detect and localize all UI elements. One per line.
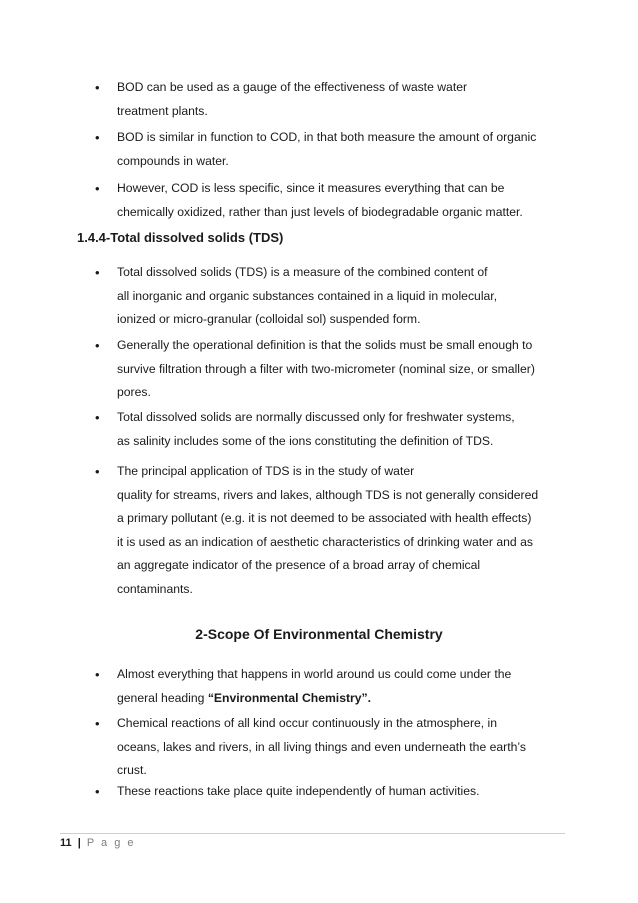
bullet-line: survive filtration through a filter with two-micrometer (nominal size, or smaller): [117, 361, 535, 376]
tds-bullet-list-3: [0, 406, 638, 453]
list-item: [0, 780, 638, 804]
bullet-line: an aggregate indicator of the presence of a broad array of chemical: [117, 558, 481, 572]
emphasis-text: “Environmental Chemistry”.: [207, 690, 372, 705]
bullet-icon: •: [95, 265, 100, 280]
bullet-line: contaminants.: [117, 581, 193, 596]
bullet-line: ionized or micro-granular (colloidal sol) suspended form.: [117, 312, 421, 326]
bullet-line: treatment plants.: [117, 103, 208, 118]
bullet-icon: •: [95, 130, 100, 145]
tds-bullet-list-2: [0, 334, 638, 405]
bullet-line: a primary pollutant (e.g. it is not deemed to be associated with health effects): [117, 511, 532, 525]
list-item: [0, 261, 638, 332]
section-heading-scope-text: 2-Scope Of Environmental Chemistry: [195, 626, 443, 642]
list-item: [0, 406, 638, 453]
footer-divider: [60, 833, 565, 834]
scope-bullet-list-3: [0, 780, 638, 804]
bullet-line: as salinity includes some of the ions constituting the definition of TDS.: [117, 433, 494, 448]
bullet-line: However, COD is less specific, since it measures everything that can be: [117, 181, 505, 195]
bullet-line: BOD is similar in function to COD, in that both measure the amount of organic: [117, 130, 537, 144]
bullet-line: all inorganic and organic substances contained in a liquid in molecular,: [117, 288, 498, 303]
bullet-line: Almost everything that happens in world around us could come under the: [117, 667, 512, 681]
section-heading-tds: 1.4.4-Total dissolved solids (TDS): [77, 230, 284, 245]
bullet-line: These reactions take place quite independently of human activities.: [117, 784, 480, 798]
bullet-line: pores.: [117, 385, 151, 399]
scope-bullet-list-2: [0, 712, 638, 783]
bullet-line: [117, 687, 578, 711]
bullet-line: Total dissolved solids are normally discussed only for freshwater systems,: [117, 410, 515, 424]
bullet-line: quality for streams, rivers and lakes, although TDS is not generally considered: [117, 487, 539, 502]
bod-bullet-list-2: [0, 126, 638, 173]
bullet-icon: •: [95, 716, 100, 731]
bullet-line: Chemical reactions of all kind occur continuously in the atmosphere, in: [117, 716, 498, 730]
list-item: [0, 460, 638, 601]
bullet-line: oceans, lakes and rivers, in all living things and even underneath the earth’s: [117, 739, 526, 754]
bullet-icon: •: [95, 464, 100, 479]
bullet-line: crust.: [117, 763, 147, 777]
scope-bullet-list-1: [0, 663, 638, 710]
bullet-icon: •: [95, 784, 100, 799]
bullet-icon: •: [95, 667, 100, 682]
list-item: [0, 334, 638, 405]
bullet-icon: •: [95, 338, 100, 353]
bullet-line: Total dissolved solids (TDS) is a measure of the combined content of: [117, 265, 488, 279]
bod-bullet-list-3: [0, 177, 638, 224]
bullet-line: Generally the operational definition is that the solids must be small enough to: [117, 338, 533, 352]
tds-bullet-list-4: [0, 460, 638, 601]
bullet-line: The principal application of TDS is in the study of water: [117, 464, 415, 478]
page-label: P a g e: [86, 837, 136, 849]
bullet-icon: •: [95, 181, 100, 196]
list-item: [0, 177, 638, 224]
bullet-line: it is used as an indication of aesthetic characteristics of drinking water and as: [117, 534, 533, 549]
bullet-line-text: general heading: [117, 690, 208, 705]
footer-separator: |: [77, 837, 81, 849]
bullet-line: BOD can be used as a gauge of the effectiveness of waste water: [117, 80, 468, 94]
list-item: [0, 126, 638, 173]
page-footer: [60, 837, 136, 849]
bod-bullet-list-1: [0, 76, 638, 123]
bullet-line: chemically oxidized, rather than just levels of biodegradable organic matter.: [117, 204, 523, 219]
section-heading-scope: [0, 626, 638, 642]
bullet-icon: •: [95, 410, 100, 425]
bullet-icon: •: [95, 80, 100, 95]
list-item: [0, 663, 638, 710]
list-item: [0, 76, 638, 123]
page-number: 11: [60, 837, 72, 849]
tds-bullet-list-1: [0, 261, 638, 332]
list-item: [0, 712, 638, 783]
bullet-line: compounds in water.: [117, 153, 229, 168]
